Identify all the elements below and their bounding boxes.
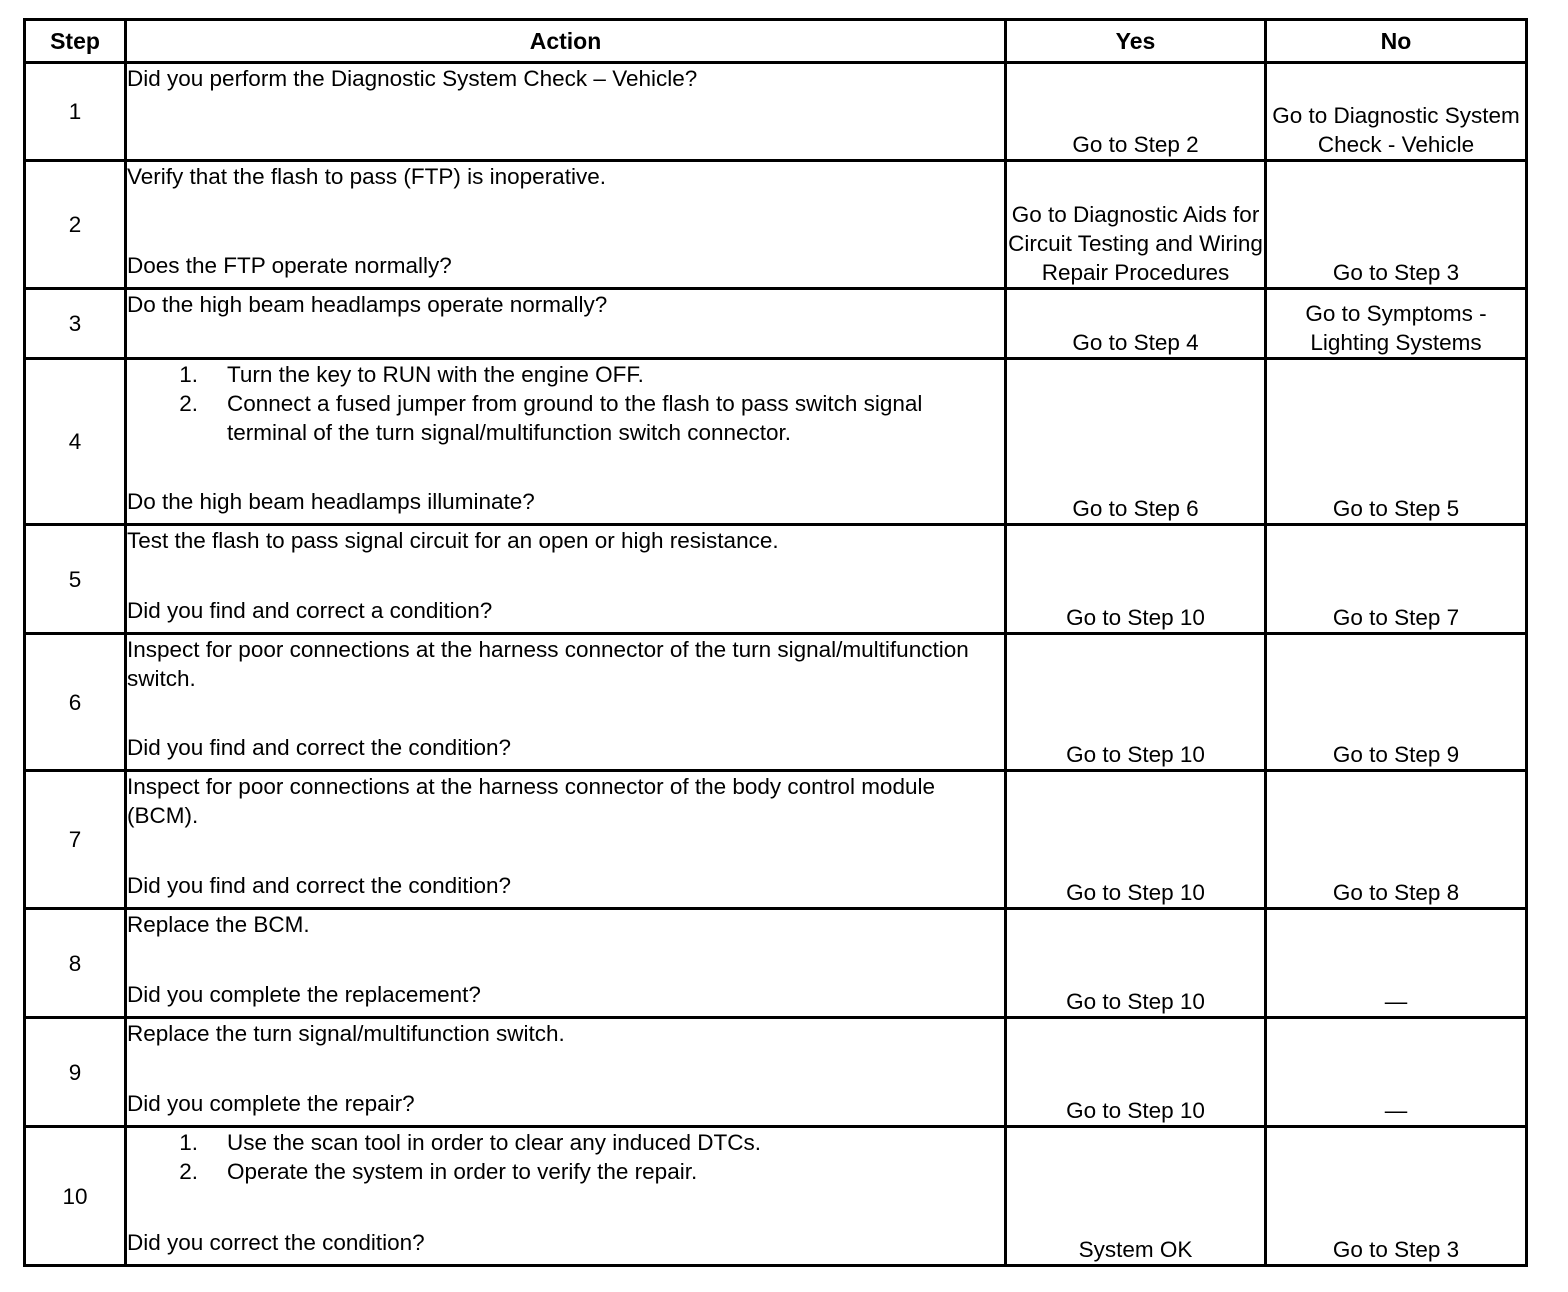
yes-result: Go to Step 10 — [1006, 634, 1266, 771]
action-cell — [126, 161, 1006, 289]
header-action: Action — [126, 20, 1006, 63]
step-number: 10 — [25, 1127, 126, 1266]
no-result: Go to Step 7 — [1266, 525, 1527, 634]
yes-result: Go to Diagnostic Aids for Circuit Testing and Wiring Repair Procedures — [1006, 161, 1266, 289]
table-row — [25, 634, 1527, 771]
no-result: Go to Step 8 — [1266, 771, 1527, 909]
action-step-item: 2. Operate the system in order to verify the repair. — [179, 1159, 698, 1184]
action-question: Did you find and correct the condition? — [127, 873, 511, 898]
table-row — [25, 525, 1527, 634]
no-result: — — [1266, 1018, 1527, 1127]
step-number: 9 — [25, 1018, 126, 1127]
no-result: Go to Step 9 — [1266, 634, 1527, 771]
action-step-item: 1. Use the scan tool in order to clear any induced DTCs. — [179, 1130, 762, 1155]
step-number: 7 — [25, 771, 126, 909]
yes-result: Go to Step 6 — [1006, 359, 1266, 525]
action-cell — [126, 634, 1006, 771]
action-step-item: 1. Turn the key to RUN with the engine OFF. — [179, 362, 644, 387]
step-number: 1 — [25, 63, 126, 161]
header-no: No — [1266, 20, 1527, 63]
header-row — [25, 20, 1527, 63]
step-number: 3 — [25, 289, 126, 359]
yes-result: Go to Step 2 — [1006, 63, 1266, 161]
action-cell — [126, 63, 1006, 161]
action-question: Did you correct the condition? — [127, 1230, 425, 1255]
header-yes: Yes — [1006, 20, 1266, 63]
no-result: Go to Step 3 — [1266, 161, 1527, 289]
diagnostic-table — [23, 18, 1528, 1267]
no-result: Go to Step 5 — [1266, 359, 1527, 525]
action-steps-list — [127, 1128, 1004, 1186]
action-cell — [126, 771, 1006, 909]
table-row — [25, 1018, 1527, 1127]
no-result: Go to Diagnostic System Check - Vehicle — [1266, 63, 1527, 161]
action-question: Did you find and correct the condition? — [127, 735, 511, 760]
step-number: 4 — [25, 359, 126, 525]
table-row — [25, 359, 1527, 525]
yes-result: System OK — [1006, 1127, 1266, 1266]
no-result: Go to Step 3 — [1266, 1127, 1527, 1266]
table-row — [25, 161, 1527, 289]
table-row — [25, 771, 1527, 909]
header-step: Step — [25, 20, 126, 63]
action-instruction: Replace the turn signal/multifunction switch. — [127, 1021, 565, 1046]
action-cell — [126, 1018, 1006, 1127]
action-cell — [126, 289, 1006, 359]
action-question: Did you complete the repair? — [127, 1091, 415, 1116]
step-number: 2 — [25, 161, 126, 289]
no-result: Go to Symptoms - Lighting Systems — [1266, 289, 1527, 359]
step-number: 8 — [25, 909, 126, 1018]
action-steps-list — [127, 360, 1004, 447]
step-number: 5 — [25, 525, 126, 634]
table-row — [25, 909, 1527, 1018]
action-instruction: Replace the BCM. — [127, 912, 310, 937]
action-question: Did you find and correct a condition? — [127, 598, 493, 623]
yes-result: Go to Step 10 — [1006, 909, 1266, 1018]
table-row — [25, 63, 1527, 161]
action-question: Do the high beam headlamps operate normally? — [127, 292, 608, 317]
action-question: Did you perform the Diagnostic System Check – Vehicle? — [127, 66, 698, 91]
action-question: Do the high beam headlamps illuminate? — [127, 489, 535, 514]
action-instruction: Verify that the flash to pass (FTP) is inoperative. — [127, 164, 606, 189]
action-question: Did you complete the replacement? — [127, 982, 481, 1007]
yes-result: Go to Step 10 — [1006, 771, 1266, 909]
action-cell — [126, 525, 1006, 634]
yes-result: Go to Step 10 — [1006, 1018, 1266, 1127]
step-number: 6 — [25, 634, 126, 771]
yes-result: Go to Step 10 — [1006, 525, 1266, 634]
action-cell — [126, 909, 1006, 1018]
no-result: — — [1266, 909, 1527, 1018]
table-row — [25, 1127, 1527, 1266]
action-instruction: Test the flash to pass signal circuit for an open or high resistance. — [127, 528, 779, 553]
action-instruction: Inspect for poor connections at the harness connector of the turn signal/multifunction switch. — [127, 637, 969, 691]
action-question: Does the FTP operate normally? — [127, 253, 452, 278]
action-instruction: Inspect for poor connections at the harness connector of the body control module (BCM). — [127, 774, 935, 828]
table-body — [25, 63, 1527, 1266]
action-cell — [126, 1127, 1006, 1266]
yes-result: Go to Step 4 — [1006, 289, 1266, 359]
table-row — [25, 289, 1527, 359]
action-step-item: 2. Connect a fused jumper from ground to the flash to pass switch signal terminal of the turn signal/multifunction switch connector. — [179, 391, 923, 445]
action-cell — [126, 359, 1006, 525]
